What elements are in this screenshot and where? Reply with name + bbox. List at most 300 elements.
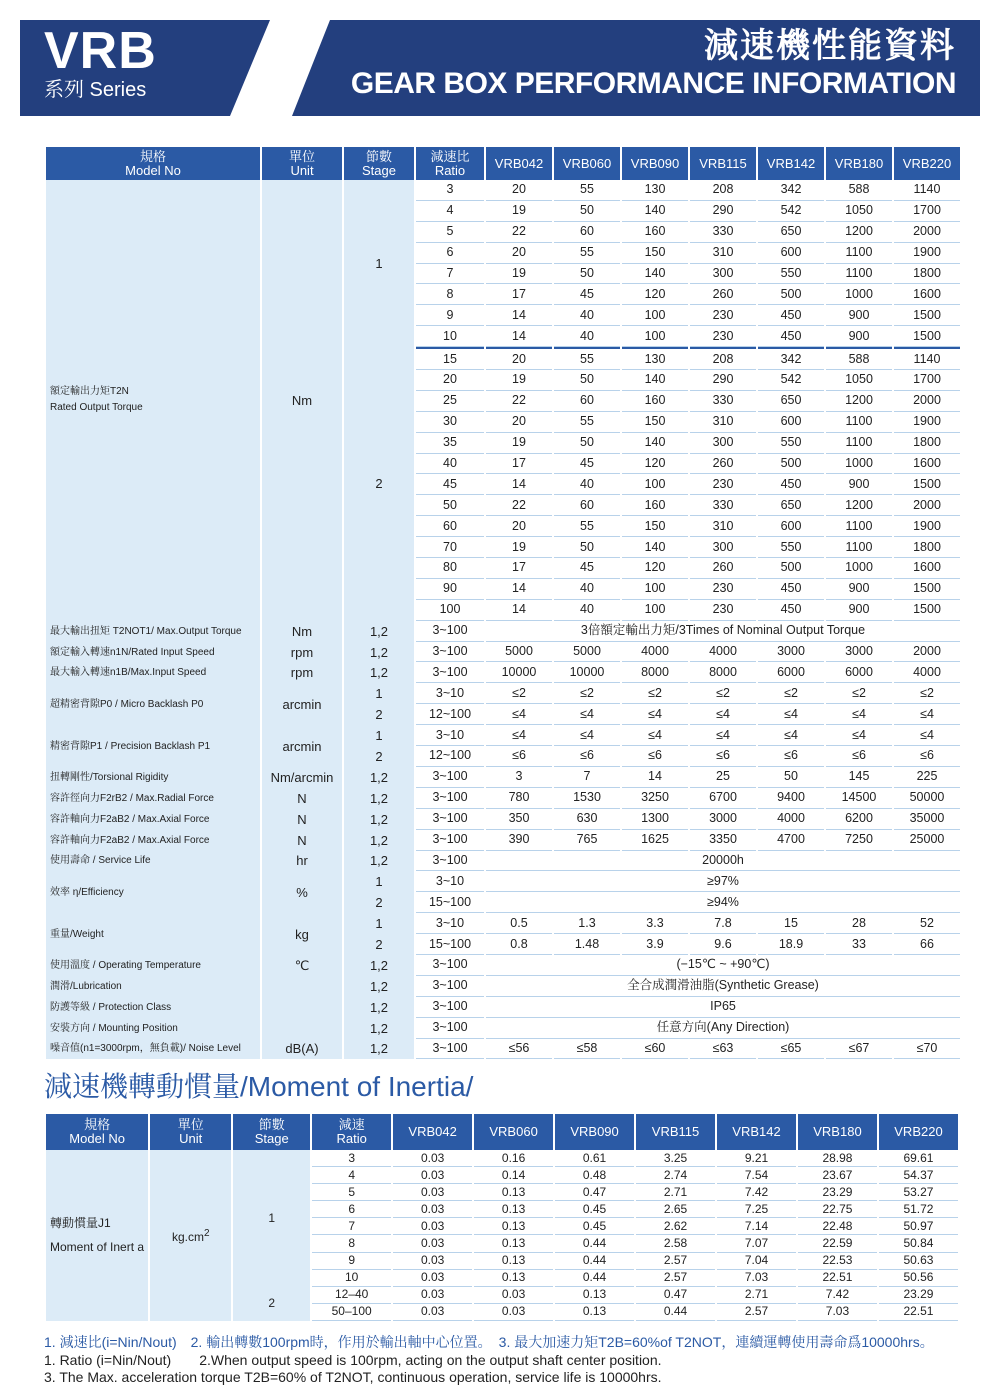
spec-unit: hr [262, 851, 342, 872]
value-cell: 1500 [894, 474, 960, 495]
spec-ratio: 15~100 [416, 892, 484, 913]
value-cell: 0.03 [393, 1167, 472, 1184]
inertia-table [44, 1114, 960, 1321]
value-cell: 4700 [758, 830, 824, 851]
value-cell: 0.03 [393, 1201, 472, 1218]
value-cell: 290 [690, 201, 756, 222]
value-cell: 600 [758, 412, 824, 433]
spec-ratio: 3~10 [416, 683, 484, 704]
value-cell: 22.59 [798, 1235, 877, 1252]
value-cell: 23.29 [879, 1287, 958, 1304]
value-cell: 2.57 [636, 1270, 715, 1287]
value-cell: 330 [690, 495, 756, 516]
value-cell: 23.29 [798, 1184, 877, 1201]
value-cell: 1000 [826, 558, 892, 579]
value-cell: 14 [486, 579, 552, 600]
value-cell: 1800 [894, 433, 960, 454]
backlash_micro-unit: arcmin [262, 683, 342, 725]
inertia-header-vrb180: VRB180 [798, 1114, 877, 1150]
value-cell: ≤2 [554, 683, 620, 704]
value-cell: 1600 [894, 558, 960, 579]
ratio-cell: 90 [416, 579, 484, 600]
value-cell: 1600 [894, 454, 960, 475]
spec-unit: ℃ [262, 955, 342, 976]
value-cell: ≤2 [690, 683, 756, 704]
ratio-cell: 50–100 [312, 1304, 391, 1321]
value-cell: 0.45 [555, 1201, 634, 1218]
value-cell: 230 [690, 474, 756, 495]
inertia-header-vrb060: VRB060 [474, 1114, 553, 1150]
value-cell: ≤4 [690, 704, 756, 725]
value-cell: ≤2 [826, 683, 892, 704]
header-stage-zh: 節數 [365, 148, 392, 164]
header-model-vrb180: VRB180 [826, 147, 892, 180]
value-cell: 225 [894, 767, 960, 788]
value-cell: 14 [486, 474, 552, 495]
torque-row [46, 180, 960, 201]
value-cell: ≤6 [622, 746, 688, 767]
value-cell: ≤4 [826, 704, 892, 725]
value-cell: 0.48 [555, 1167, 634, 1184]
value-cell: 300 [690, 537, 756, 558]
value-cell: 1100 [826, 243, 892, 264]
ratio-cell: 3 [416, 180, 484, 201]
value-cell: 17 [486, 558, 552, 579]
value-cell: 0.47 [555, 1184, 634, 1201]
value-cell: 290 [690, 370, 756, 391]
value-cell: 0.13 [474, 1253, 553, 1270]
efficiency-row [46, 871, 960, 892]
value-cell: 160 [622, 391, 688, 412]
series-label: 系列 Series [44, 79, 147, 101]
header-model-zh: 規格 [139, 148, 166, 164]
value-cell: 300 [690, 433, 756, 454]
value-cell: 900 [826, 600, 892, 621]
value-cell: 40 [554, 600, 620, 621]
spec-stage: 1,2 [344, 1018, 414, 1039]
value-cell: 230 [690, 579, 756, 600]
spec-stage: 1,2 [344, 642, 414, 663]
header-model-vrb042: VRB042 [486, 147, 552, 180]
value-cell: 900 [826, 579, 892, 600]
spec-stage: 1,2 [344, 767, 414, 788]
value-cell: 0.13 [474, 1270, 553, 1287]
stage-1-cell: 1 [344, 180, 414, 347]
value-cell: ≤4 [758, 725, 824, 746]
value-cell: 310 [690, 516, 756, 537]
ratio-cell: 4 [416, 201, 484, 222]
value-cell: 55 [554, 243, 620, 264]
value-cell: 51.72 [879, 1201, 958, 1218]
value-cell: 588 [826, 347, 892, 370]
value-cell: 2000 [894, 495, 960, 516]
ratio-cell: 5 [416, 222, 484, 243]
value-cell: 0.13 [474, 1235, 553, 1252]
value-cell: 120 [622, 284, 688, 305]
value-cell: ≤67 [826, 1039, 892, 1060]
value-cell: 0.44 [636, 1304, 715, 1321]
value-cell: 1140 [894, 180, 960, 201]
value-cell: 3000 [690, 809, 756, 830]
header-model [46, 147, 260, 180]
value-cell: 1500 [894, 600, 960, 621]
value-cell: 7.25 [717, 1201, 796, 1218]
spec-span-value: 20000h [486, 851, 960, 872]
value-cell: 14 [486, 305, 552, 326]
value-cell: 0.03 [393, 1287, 472, 1304]
value-cell: 230 [690, 305, 756, 326]
value-cell: 9.21 [717, 1150, 796, 1167]
value-cell: 17 [486, 284, 552, 305]
spec-label: 最大輸入轉速n1B/Max.Input Speed [46, 662, 260, 683]
value-cell: 1100 [826, 516, 892, 537]
value-cell: 19 [486, 201, 552, 222]
value-cell: 310 [690, 243, 756, 264]
spec-unit: Nm/arcmin [262, 767, 342, 788]
value-cell: ≤6 [554, 746, 620, 767]
ratio-cell: 35 [416, 433, 484, 454]
value-cell: 2.74 [636, 1167, 715, 1184]
value-cell: 10000 [486, 662, 552, 683]
inertia-stage-1: 1 [233, 1150, 310, 1287]
inertia-header-stage-zh: 節數 [258, 1117, 285, 1132]
value-cell: 20 [486, 243, 552, 264]
value-cell: 28 [826, 913, 892, 934]
value-cell: 20 [486, 516, 552, 537]
ratio-cell: 10 [416, 326, 484, 347]
value-cell: ≤6 [486, 746, 552, 767]
spec-unit: Nm [262, 621, 342, 642]
value-cell: 7250 [826, 830, 892, 851]
value-cell: 22 [486, 222, 552, 243]
spec-label: 容許軸向力F2aB2 / Max.Axial Force [46, 809, 260, 830]
value-cell: 19 [486, 370, 552, 391]
spec-ratio: 3~10 [416, 871, 484, 892]
value-cell: 50.97 [879, 1218, 958, 1235]
value-cell: 7.03 [798, 1304, 877, 1321]
spec-stage: 1,2 [344, 809, 414, 830]
value-cell: 15 [758, 913, 824, 934]
value-cell: 1700 [894, 201, 960, 222]
value-cell: 0.8 [486, 934, 552, 955]
spec-label: 潤滑/Lubrication [46, 976, 260, 997]
inertia-header-ratio-zh: 減速 [338, 1117, 365, 1132]
value-cell: 1500 [894, 305, 960, 326]
value-cell: 140 [622, 264, 688, 285]
value-cell: 1000 [826, 284, 892, 305]
value-cell: 50 [758, 767, 824, 788]
value-cell: 160 [622, 222, 688, 243]
weight-label: 重量/Weight [46, 913, 260, 955]
value-cell: 120 [622, 558, 688, 579]
spec-unit: N [262, 788, 342, 809]
ratio-cell: 100 [416, 600, 484, 621]
value-cell: 2.71 [636, 1184, 715, 1201]
value-cell: ≤6 [690, 746, 756, 767]
inertia-header-ratio-en: Ratio [336, 1131, 367, 1146]
ratio-cell: 20 [416, 370, 484, 391]
weight-unit: kg [262, 913, 342, 955]
ratio-cell: 45 [416, 474, 484, 495]
value-cell: 14 [622, 767, 688, 788]
value-cell: 0.5 [486, 913, 552, 934]
backlash_micro-label: 超精密背隙P0 / Micro Backlash P0 [46, 683, 260, 725]
value-cell: 310 [690, 412, 756, 433]
value-cell: 100 [622, 600, 688, 621]
value-cell: 260 [690, 284, 756, 305]
value-cell: 588 [826, 180, 892, 201]
spec-ratio: 3~100 [416, 830, 484, 851]
value-cell: 6700 [690, 788, 756, 809]
inertia-label [46, 1150, 148, 1321]
value-cell: 0.03 [393, 1218, 472, 1235]
value-cell: 3350 [690, 830, 756, 851]
inertia-header-vrb115: VRB115 [636, 1114, 715, 1150]
spec-span-value: IP65 [486, 997, 960, 1018]
spec-stage: 1,2 [344, 851, 414, 872]
performance-table [44, 147, 962, 1059]
value-cell: ≤6 [758, 746, 824, 767]
value-cell: 7.42 [717, 1184, 796, 1201]
inertia-stage-2: 2 [233, 1287, 310, 1321]
value-cell: 0.13 [555, 1304, 634, 1321]
value-cell: 22.48 [798, 1218, 877, 1235]
spec-stage: 1 [344, 725, 414, 746]
value-cell: ≤4 [894, 704, 960, 725]
value-cell: ≤4 [758, 704, 824, 725]
value-cell: 600 [758, 516, 824, 537]
value-cell: 0.03 [474, 1304, 553, 1321]
spec-label: 噪音值(n1=3000rpm，無負載)/ Noise Level [46, 1039, 260, 1060]
value-cell: 330 [690, 222, 756, 243]
value-cell: 7.14 [717, 1218, 796, 1235]
value-cell: 140 [622, 537, 688, 558]
spec-ratio: 3~100 [416, 976, 484, 997]
inertia-header-vrb220: VRB220 [879, 1114, 958, 1150]
spec-label: 額定輸入轉速n1N/Rated Input Speed [46, 642, 260, 663]
value-cell: 1800 [894, 537, 960, 558]
value-cell: ≤2 [486, 683, 552, 704]
value-cell: 900 [826, 326, 892, 347]
value-cell: 130 [622, 180, 688, 201]
value-cell: 40 [554, 326, 620, 347]
value-cell: 7.54 [717, 1167, 796, 1184]
value-cell: 7.8 [690, 913, 756, 934]
spec-stage: 1,2 [344, 997, 414, 1018]
value-cell: 450 [758, 600, 824, 621]
value-cell: 145 [826, 767, 892, 788]
ratio-cell: 6 [312, 1201, 391, 1218]
spec-span-value: 任意方向(Any Direction) [486, 1018, 960, 1039]
value-cell: ≤4 [690, 725, 756, 746]
value-cell: 2.57 [717, 1304, 796, 1321]
value-cell: 40 [554, 305, 620, 326]
spec-label: 使用溫度 / Operating Temperature [46, 955, 260, 976]
value-cell: 140 [622, 370, 688, 391]
value-cell: 0.03 [393, 1235, 472, 1252]
value-cell: 300 [690, 264, 756, 285]
header-unit [262, 147, 342, 180]
value-cell: 150 [622, 243, 688, 264]
ratio-cell: 9 [416, 305, 484, 326]
value-cell: 550 [758, 433, 824, 454]
value-cell: 100 [622, 579, 688, 600]
value-cell: 7.42 [798, 1287, 877, 1304]
spec-span-value: (−15℃ ~ +90℃) [486, 955, 960, 976]
spec-row [46, 1018, 960, 1039]
value-cell: 0.03 [393, 1270, 472, 1287]
spec-row [46, 955, 960, 976]
value-cell: 22.51 [798, 1270, 877, 1287]
value-cell: 150 [622, 412, 688, 433]
value-cell: 1500 [894, 579, 960, 600]
spec-row [46, 830, 960, 851]
value-cell: 1900 [894, 516, 960, 537]
value-cell: 4000 [758, 809, 824, 830]
value-cell: 0.03 [393, 1253, 472, 1270]
value-cell: 55 [554, 412, 620, 433]
ratio-cell: 8 [312, 1235, 391, 1252]
ratio-cell: 50 [416, 495, 484, 516]
value-cell: 2000 [894, 391, 960, 412]
value-cell: 9400 [758, 788, 824, 809]
header-unit-zh: 單位 [288, 148, 315, 164]
series-block [44, 24, 157, 102]
footnote-zh: 1. 減速比(i=Nin/Nout) 2. 輸出轉數100rpm時，作用於輸出軸中心位置。 3. 最大加速力矩T2B=60%of T2NOT，連續運轉使用壽命爲10000hrs。 [44, 1334, 934, 1350]
spec-ratio: 3~100 [416, 621, 484, 642]
value-cell: 50 [554, 433, 620, 454]
value-cell: 3000 [758, 642, 824, 663]
value-cell: 7.03 [717, 1270, 796, 1287]
header-model-en: Model No [125, 162, 181, 178]
spec-ratio: 3~10 [416, 913, 484, 934]
ratio-cell: 7 [416, 264, 484, 285]
efficiency-unit: % [262, 871, 342, 913]
value-cell: ≤2 [622, 683, 688, 704]
value-cell: 550 [758, 537, 824, 558]
rated-torque-label-zh: 額定輸出力矩T2N [50, 386, 129, 398]
page-title-en: GEAR BOX PERFORMANCE INFORMATION [350, 67, 956, 100]
value-cell: 55 [554, 180, 620, 201]
page-title-zh: 減速機性能資料 [704, 27, 956, 65]
value-cell: 1900 [894, 412, 960, 433]
value-cell: 19 [486, 537, 552, 558]
value-cell: 260 [690, 454, 756, 475]
inertia-header-model-zh: 規格 [84, 1117, 111, 1132]
value-cell: 50000 [894, 788, 960, 809]
value-cell: ≤4 [554, 725, 620, 746]
ratio-cell: 7 [312, 1218, 391, 1235]
value-cell: 50.63 [879, 1253, 958, 1270]
value-cell: ≤70 [894, 1039, 960, 1060]
value-cell: 50 [554, 537, 620, 558]
spec-label: 容許徑向力F2rB2 / Max.Radial Force [46, 788, 260, 809]
value-cell: 50.56 [879, 1270, 958, 1287]
value-cell: ≤4 [486, 725, 552, 746]
value-cell: 1050 [826, 201, 892, 222]
spec-ratio: 12~100 [416, 704, 484, 725]
value-cell: ≤6 [826, 746, 892, 767]
value-cell: 0.13 [474, 1201, 553, 1218]
value-cell: 1100 [826, 537, 892, 558]
value-cell: 0.13 [555, 1287, 634, 1304]
spec-unit: rpm [262, 642, 342, 663]
value-cell: ≤56 [486, 1039, 552, 1060]
value-cell: 2000 [894, 222, 960, 243]
spec-stage: 1 [344, 871, 414, 892]
header-ratio-en: Ratio [434, 162, 466, 178]
inertia-label-zh: 轉動慣量J1 [50, 1216, 111, 1231]
spec-stage: 1,2 [344, 955, 414, 976]
ratio-cell: 60 [416, 516, 484, 537]
spec-row [46, 1039, 960, 1060]
value-cell: ≤6 [894, 746, 960, 767]
value-cell: 1140 [894, 347, 960, 370]
value-cell: 20 [486, 347, 552, 370]
value-cell: 0.47 [636, 1287, 715, 1304]
value-cell: 0.44 [555, 1235, 634, 1252]
value-cell: 3 [486, 767, 552, 788]
value-cell: 5000 [554, 642, 620, 663]
value-cell: 22 [486, 391, 552, 412]
spec-stage: 2 [344, 934, 414, 955]
performance-header-row [46, 147, 960, 180]
value-cell: 14500 [826, 788, 892, 809]
value-cell: 1200 [826, 391, 892, 412]
value-cell: 140 [622, 201, 688, 222]
spec-ratio: 3~100 [416, 662, 484, 683]
inertia-header-vrb090: VRB090 [555, 1114, 634, 1150]
spec-stage: 2 [344, 746, 414, 767]
value-cell: 650 [758, 391, 824, 412]
value-cell: 0.03 [393, 1304, 472, 1321]
spec-row [46, 767, 960, 788]
spec-row [46, 642, 960, 663]
value-cell: 22.75 [798, 1201, 877, 1218]
value-cell: ≤4 [622, 725, 688, 746]
page-header [0, 0, 1000, 120]
value-cell: 1600 [894, 284, 960, 305]
spec-ratio: 3~100 [416, 642, 484, 663]
value-cell: ≤2 [758, 683, 824, 704]
value-cell: 0.61 [555, 1150, 634, 1167]
spec-row [46, 997, 960, 1018]
value-cell: 1530 [554, 788, 620, 809]
spec-ratio: 12~100 [416, 746, 484, 767]
value-cell: 40 [554, 474, 620, 495]
spec-stage: 1 [344, 913, 414, 934]
spec-stage: 1,2 [344, 621, 414, 642]
spec-ratio: 3~100 [416, 851, 484, 872]
value-cell: 22.51 [879, 1304, 958, 1321]
value-cell: 45 [554, 558, 620, 579]
header-ratio [416, 147, 484, 180]
spec-unit [262, 997, 342, 1018]
value-cell: 900 [826, 474, 892, 495]
ratio-cell: 15 [416, 347, 484, 370]
value-cell: 500 [758, 558, 824, 579]
value-cell: 450 [758, 326, 824, 347]
value-cell: 1625 [622, 830, 688, 851]
value-cell: ≤65 [758, 1039, 824, 1060]
value-cell: 0.03 [474, 1287, 553, 1304]
value-cell: 0.16 [474, 1150, 553, 1167]
value-cell: 60 [554, 222, 620, 243]
spec-row [46, 621, 960, 642]
value-cell: 0.44 [555, 1253, 634, 1270]
value-cell: 1300 [622, 809, 688, 830]
spec-label: 防護等級 / Protection Class [46, 997, 260, 1018]
